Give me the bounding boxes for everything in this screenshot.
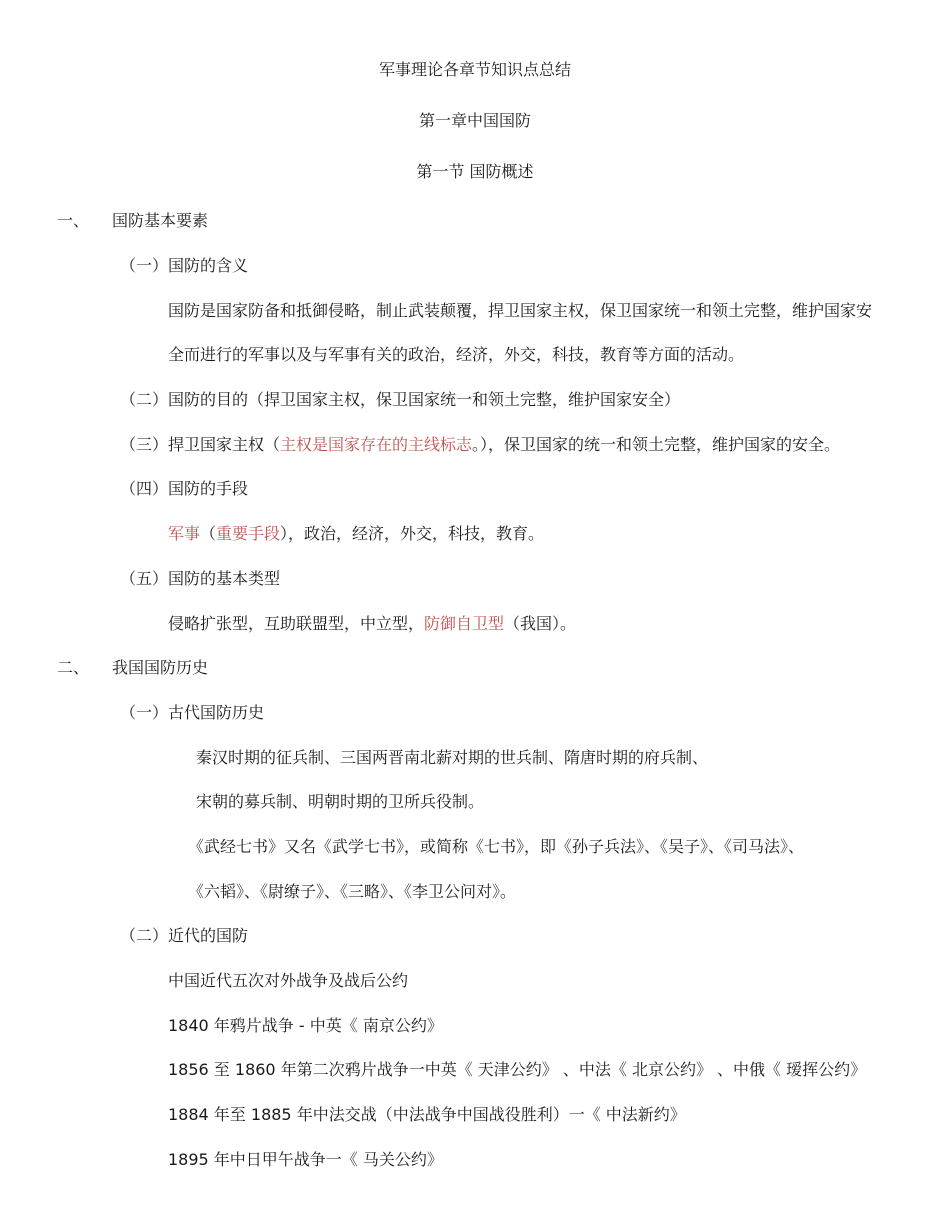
item4-number: （四） — [120, 479, 169, 498]
item3-text-pre: 捍卫国家主权（ — [168, 435, 281, 454]
item1-paragraph-line1: 国防是国家防备和抵御侵略，制止武装颠覆，捍卫国家主权，保卫国家统一和领土完整，维护国家安 — [168, 301, 873, 320]
sub2-heading: 近代的国防 — [168, 926, 249, 945]
chapter-heading: 第一章中国国防 — [418, 111, 531, 130]
document-title: 军事理论各章节知识点总结 — [378, 60, 571, 79]
item5-number: （五） — [120, 569, 169, 588]
part2-heading: 我国国防历史 — [112, 658, 209, 677]
item4-highlight-important: 重要手段 — [216, 524, 281, 543]
item3-text-highlight: 主权是国家存在的主线标志 — [280, 435, 473, 454]
item3-number: （三） — [120, 435, 169, 454]
part1-number: 一、 — [57, 211, 90, 230]
item1-number: （一） — [120, 256, 169, 275]
item4-heading: 国防的手段 — [168, 479, 249, 498]
sub1-line4: 《六韬》、《尉缭子》、《三略》、《李卫公问对》。 — [188, 882, 517, 901]
sub1-number: （一） — [120, 703, 169, 722]
item3-text-post: 。），保卫国家的统一和领土完整，维护国家的安全。 — [472, 435, 841, 454]
item5-highlight: 防御自卫型 — [424, 614, 505, 633]
sub2-number: （二） — [120, 926, 169, 945]
sub1-line2: 宋朝的募兵制、明朝时期的卫所兵役制。 — [196, 792, 485, 811]
item5-paragraph — [168, 613, 576, 635]
sub2-line1: 中国近代五次对外战争及战后公约 — [168, 971, 409, 990]
item4-paragraph-post: ），政治，经济，外交，科技，教育。 — [280, 524, 545, 543]
sub1-line1: 秦汉时期的征兵制、三国两晋南北薪对期的世兵制、隋唐时期的府兵制、 — [196, 748, 709, 767]
item3-text — [168, 434, 840, 456]
sub2-line5: 1895 年中日甲午战争一《 马关公约》 — [168, 1150, 443, 1169]
sub2-line4: 1884 年至 1885 年中法交战（中法战争中国战役胜利）一《 中法新约》 — [168, 1105, 686, 1124]
sub2-line3: 1856 至 1860 年第二次鸦片战争一中英《 天津公约》 、中法《 北京公约》 、中俄《 瑷挥公约》 — [168, 1060, 867, 1079]
item5-paragraph-pre: 侵略扩张型，互助联盟型，中立型， — [168, 614, 425, 633]
item4-highlight-military: 军事 — [168, 524, 201, 543]
part2-number: 二、 — [57, 658, 90, 677]
sub1-heading: 古代国防历史 — [168, 703, 265, 722]
section-heading: 第一节 国防概述 — [416, 162, 534, 181]
item5-paragraph-post: （我国）。 — [504, 614, 577, 633]
part1-heading: 国防基本要素 — [112, 211, 209, 230]
item4-paren: （ — [200, 524, 217, 543]
item1-heading: 国防的含义 — [168, 256, 249, 275]
item5-heading: 国防的基本类型 — [168, 569, 281, 588]
sub1-line3: 《武经七书》又名《武学七书》，或简称《七书》，即《孙子兵法》、《吴子》、《司马法》、 — [188, 837, 805, 856]
sub2-line2: 1840 年鸦片战争 - 中英《 南京公约》 — [168, 1016, 443, 1035]
item2-heading: 国防的目的（捍卫国家主权，保卫国家统一和领土完整，维护国家安全） — [168, 390, 681, 409]
item2-number: （二） — [120, 390, 169, 409]
item4-paragraph — [168, 523, 544, 545]
item1-paragraph-line2: 全而进行的军事以及与军事有关的政治，经济，外交，科技，教育等方面的活动。 — [168, 345, 745, 364]
